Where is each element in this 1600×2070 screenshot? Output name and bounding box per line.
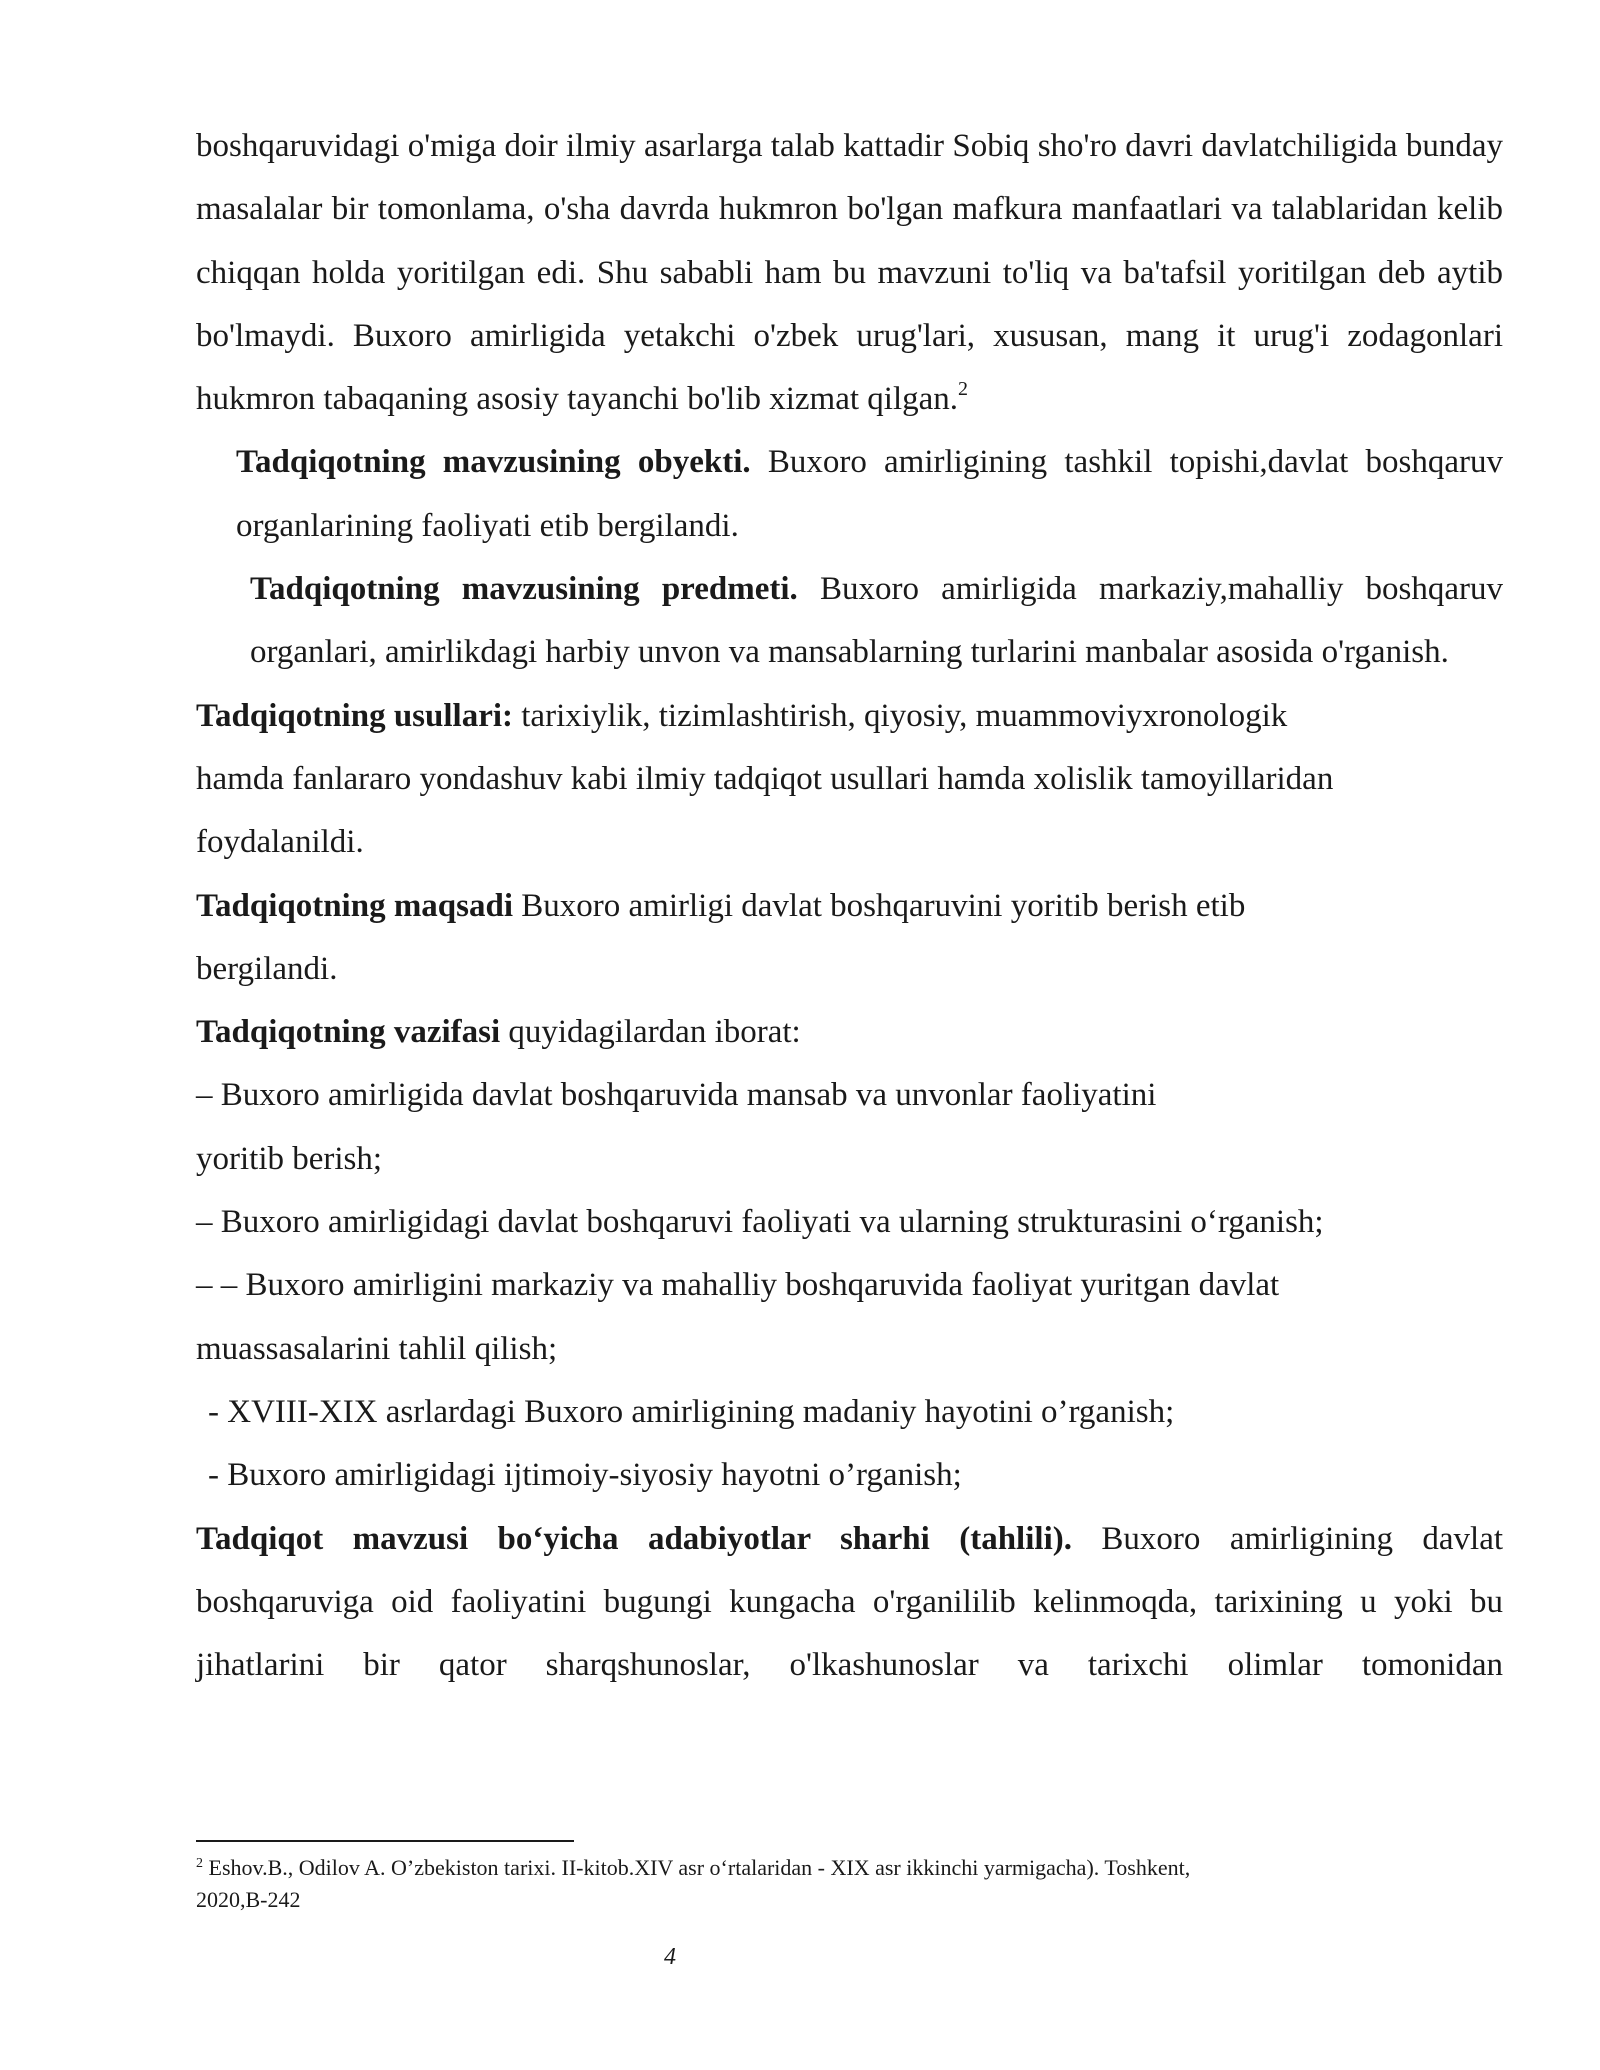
- heading-goal: Tadqiqotning maqsadi: [196, 887, 514, 924]
- footnote-reference: 2: [958, 378, 969, 401]
- paragraph-subject: Tadqiqotning mavzusining predmeti. Buxoro amirligida markaziy,mahalliy boshqaruv organlari, amirlikdagi harbiy unvon va mansablarning turlarini manbalar asosida o'rganish.: [250, 571, 1503, 671]
- footnote-text: Eshov.B., Odilov A. O’zbekiston tarixi. II-kitob.XIV asr o‘rtalaridan - XIX asr ikkinchi yarmigacha). Toshkent,: [208, 1855, 1191, 1880]
- paragraph-object: Tadqiqotning mavzusining obyekti. Buxoro amirligining tashkil topishi,davlat boshqaruv organlarining faoliyati etib bergilandi.: [236, 444, 1503, 544]
- task-item-5: - Buxoro amirligidagi ijtimoiy-siyosiy hayotni o’rganish;: [208, 1457, 962, 1494]
- footnote: [196, 1852, 1396, 1916]
- footnote-number: 2: [196, 1856, 203, 1871]
- paragraph-methods-line2: hamda fanlararo yondashuv kabi ilmiy tadqiqot usullari hamda xolislik tamoyillaridan: [196, 760, 1334, 797]
- footnote-line2: 2020,B-242: [196, 1887, 301, 1912]
- paragraph-goal-line1: Tadqiqotning maqsadi Buxoro amirligi davlat boshqaruvini yoritib berish etib: [196, 887, 1246, 924]
- page-number: 4: [664, 1944, 676, 1970]
- heading-object: Tadqiqotning mavzusining obyekti.: [236, 444, 751, 481]
- body-text: [196, 115, 1503, 1697]
- task-item-3-line2: muassasalarini tahlil qilish;: [196, 1330, 558, 1367]
- footnote-separator: [196, 1840, 574, 1842]
- heading-subject: Tadqiqotning mavzusining predmeti.: [250, 571, 798, 608]
- task-item-1-line1: – Buxoro amirligida davlat boshqaruvida mansab va unvonlar faoliyatini: [196, 1077, 1157, 1114]
- heading-tasks: Tadqiqotning vazifasi: [196, 1014, 501, 1051]
- heading-literature-review: Tadqiqot mavzusi bo‘yicha adabiyotlar sharhi (tahlili).: [196, 1520, 1072, 1557]
- footnote-line1: [196, 1852, 1396, 1884]
- paragraph-methods-line1: Tadqiqotning usullari: tarixiylik, tizimlashtirish, qiyosiy, muammoviyxronologik: [196, 697, 1288, 734]
- paragraph-goal-line2: bergilandi.: [196, 950, 338, 987]
- paragraph-intro: boshqaruvidagi o'miga doir ilmiy asarlarga talab kattadir Sobiq sho'ro davri davlatchiligida bunday masalalar bir tomonlama, o'sha davrda hukmron bo'lgan mafkura manfaatlari va talablaridan kelib chiqqan holda yoritilgan edi. Shu sababli ham bu mavzuni to'liq va ba'tafsil yoritilgan deb aytib bo'lmaydi. Buxoro amirligida yetakchi o'zbek urug'lari, xususan, mang it urug'i zodagonlari hukmron tabaqaning asosiy tayanchi bo'lib xizmat qilgan.$^2$: [196, 128, 1503, 418]
- heading-methods: Tadqiqotning usullari:: [196, 697, 514, 734]
- paragraph-tasks: Tadqiqotning vazifasi quyidagilardan iborat:: [196, 1014, 801, 1051]
- task-item-2: – Buxoro amirligidagi davlat boshqaruvi faoliyati va ularning strukturasini o‘rganish;: [196, 1204, 1324, 1241]
- task-item-3-line1: – – Buxoro amirligini markaziy va mahalliy boshqaruvida faoliyat yuritgan davlat: [196, 1267, 1280, 1304]
- paragraph-literature-review: Tadqiqot mavzusi bo‘yicha adabiyotlar sharhi (tahlili). Buxoro amirligining davlat boshqaruviga oid faoliyatini bugungi kungacha o'rganililib kelinmoqda, tarixining u yoki bu jihatlarini bir qator sharqshunoslar, o'lkashunoslar va tarixchi olimlar tomonidan: [196, 1520, 1504, 1684]
- task-item-1-line2: yoritib berish;: [196, 1140, 383, 1177]
- paragraph-methods-line3: foydalanildi.: [196, 824, 364, 861]
- task-item-4: - XVIII-XIX asrlardagi Buxoro amirligining madaniy hayotini o’rganish;: [208, 1393, 1175, 1430]
